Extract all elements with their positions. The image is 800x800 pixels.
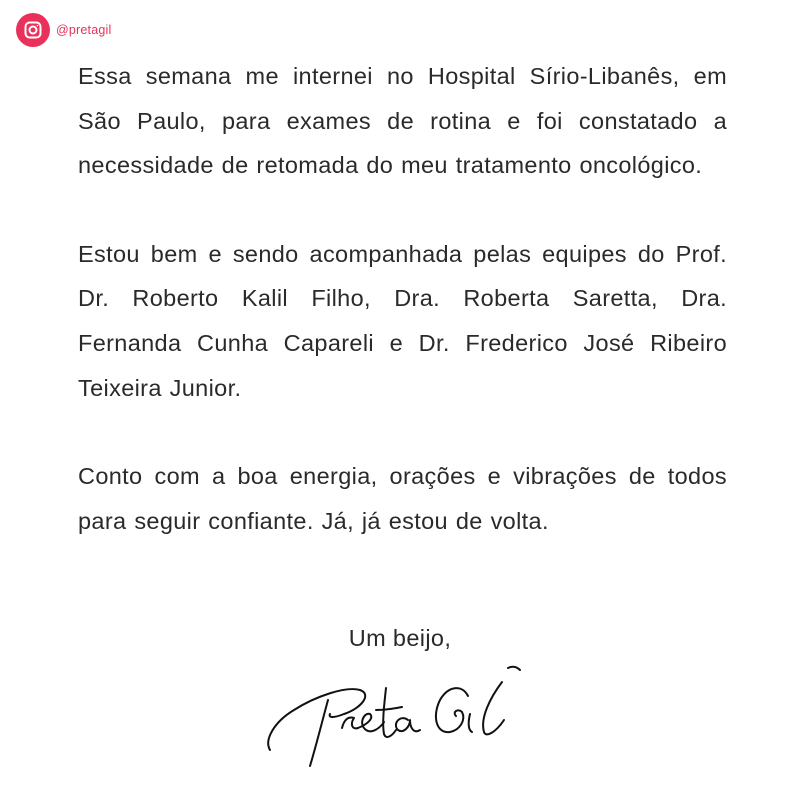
- paragraph-hospitalization: Essa semana me internei no Hospital Sírio-Libanês, em São Paulo, para exames de rotina e foi constatado a necessidade de retomada do meu tratamento oncológico.: [78, 63, 727, 179]
- closing-text: Um beijo,: [348, 625, 452, 651]
- handwritten-signature: [258, 648, 538, 778]
- account-handle[interactable]: @pretagil: [56, 23, 112, 37]
- instagram-header: [16, 13, 112, 47]
- paragraph-medical-team: Estou bem e sendo acompanhada pelas equipes do Prof. Dr. Roberto Kalil Filho, Dra. Roberta Saretta, Dra. Fernanda Cunha Capareli e Dr. Frederico José Ribeiro Teixeira Junior.: [78, 240, 727, 401]
- letter-body: [78, 54, 727, 543]
- paragraph-thanks: Conto com a boa energia, orações e vibrações de todos para seguir confiante. Já, já estou de volta.: [78, 463, 727, 534]
- instagram-icon[interactable]: [16, 13, 50, 47]
